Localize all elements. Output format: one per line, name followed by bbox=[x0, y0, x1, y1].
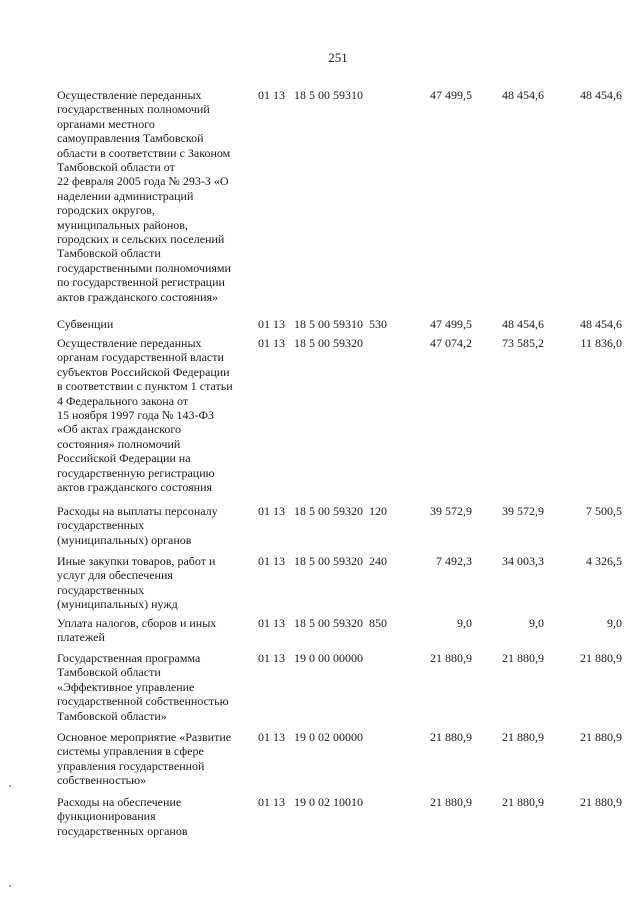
row-value-3: 48 454,6 bbox=[580, 317, 622, 331]
row-value-2: 48 454,6 bbox=[502, 317, 544, 331]
row-budget-code: 01 13 18 5 00 59320 850 bbox=[258, 616, 387, 630]
row-value-2: 73 585,2 bbox=[502, 336, 544, 350]
row-value-3: 7 500,5 bbox=[586, 504, 622, 518]
row-value-1: 47 499,5 bbox=[430, 317, 472, 331]
row-description: Иные закупки товаров, работ и услуг для обеспечения государственных (муниципальных) нужд bbox=[57, 554, 216, 612]
row-description: Расходы на обеспечение функционирования государственных органов bbox=[57, 795, 188, 838]
row-budget-code: 01 13 18 5 00 59310 bbox=[258, 88, 363, 102]
row-description: Уплата налогов, сборов и иных платежей bbox=[57, 616, 217, 645]
row-value-1: 21 880,9 bbox=[430, 651, 472, 665]
row-budget-code: 01 13 18 5 00 59310 530 bbox=[258, 317, 387, 331]
row-description: Государственная программа Тамбовской области «Эффективное управление государственной собственностью Тамбовской области» bbox=[57, 651, 229, 723]
row-value-1: 21 880,9 bbox=[430, 795, 472, 809]
row-value-2: 48 454,6 bbox=[502, 88, 544, 102]
row-budget-code: 01 13 19 0 02 00000 bbox=[258, 730, 363, 744]
row-value-3: 21 880,9 bbox=[580, 795, 622, 809]
row-budget-code: 01 13 18 5 00 59320 120 bbox=[258, 504, 387, 518]
row-value-2: 39 572,9 bbox=[502, 504, 544, 518]
row-budget-code: 01 13 19 0 00 00000 bbox=[258, 651, 363, 665]
row-budget-code: 01 13 18 5 00 59320 240 bbox=[258, 554, 387, 568]
row-value-2: 9,0 bbox=[529, 616, 544, 630]
row-value-1: 9,0 bbox=[457, 616, 472, 630]
row-value-2: 21 880,9 bbox=[502, 651, 544, 665]
row-value-1: 47 074,2 bbox=[430, 336, 472, 350]
page-number: 251 bbox=[328, 50, 348, 65]
row-description: Расходы на выплаты персоналу государственных (муниципальных) органов bbox=[57, 504, 218, 547]
row-value-3: 4 326,5 bbox=[586, 554, 622, 568]
row-value-2: 21 880,9 bbox=[502, 795, 544, 809]
row-value-3: 21 880,9 bbox=[580, 730, 622, 744]
row-value-3: 21 880,9 bbox=[580, 651, 622, 665]
row-value-3: 11 836,0 bbox=[580, 336, 622, 350]
row-value-3: 48 454,6 bbox=[580, 88, 622, 102]
scan-speck bbox=[9, 885, 11, 887]
row-value-1: 21 880,9 bbox=[430, 730, 472, 744]
row-description: Субвенции bbox=[57, 317, 114, 331]
row-value-1: 47 499,5 bbox=[430, 88, 472, 102]
scan-speck bbox=[9, 785, 11, 787]
row-description: Осуществление переданных государственных полномочий органами местного самоуправления Тамбовской области в соответствии с Законом Тамбовской области от 22 февраля 2005 года № 293-З «О наделении администраций городских округов, муниципальных районов, городских и сельских поселений Тамбовской области государственными полномочиями по государственной регистрации актов гражданского состояния» bbox=[57, 88, 231, 304]
row-description: Основное мероприятие «Развитие системы управления в сфере управления государственной собственностью» bbox=[57, 730, 232, 788]
row-budget-code: 01 13 19 0 02 10010 bbox=[258, 795, 363, 809]
row-value-2: 21 880,9 bbox=[502, 730, 544, 744]
row-value-3: 9,0 bbox=[607, 616, 622, 630]
row-value-2: 34 003,3 bbox=[502, 554, 544, 568]
row-value-1: 39 572,9 bbox=[430, 504, 472, 518]
row-value-1: 7 492,3 bbox=[436, 554, 472, 568]
row-budget-code: 01 13 18 5 00 59320 bbox=[258, 336, 363, 350]
row-description: Осуществление переданных органам государственной власти субъектов Российской Федерации в соответствии с пунктом 1 статьи 4 Федерального закона от 15 ноября 1997 года № 143-ФЗ «Об актах гражданского состояния» полномочий Российской Федерации на государственную регистрацию актов гражданского состояния bbox=[57, 336, 233, 495]
